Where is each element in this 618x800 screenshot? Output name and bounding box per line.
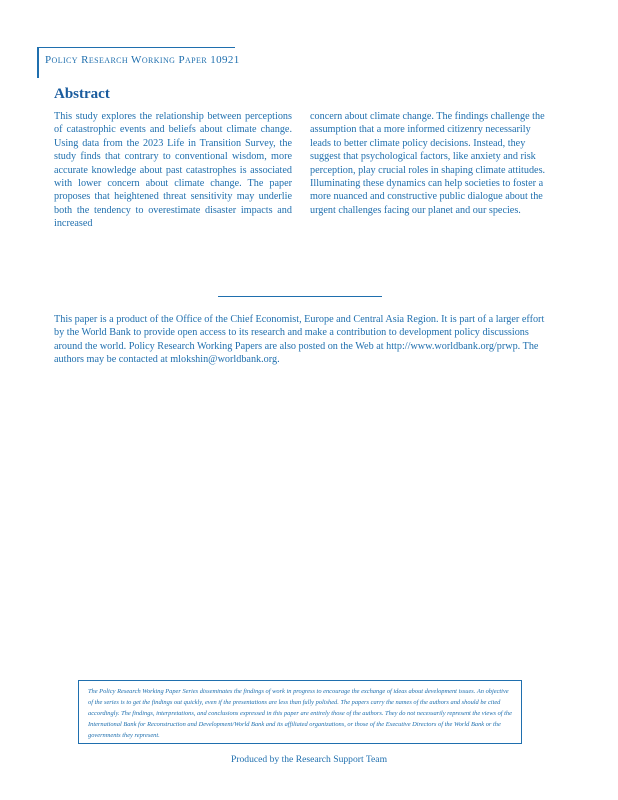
abstract-heading: Abstract — [54, 86, 110, 102]
disclaimer-box — [78, 680, 522, 744]
abstract-column-left: This study explores the relationship between perceptions of catastrophic events and beliefs about climate change. Using data from the 2023 Life in Transition Survey, the study finds that contrary to conventional wisdom, more accurate knowledge about past catastrophes is associated with lower concern about climate change. The paper proposes that heightened threat sensitivity may underlie both the tendency to overestimate disaster impacts and increased — [54, 111, 292, 230]
section-divider — [218, 296, 382, 297]
footer-credit: Produced by the Research Support Team — [230, 754, 388, 765]
series-title: Policy Research Working Paper 10921 — [45, 54, 240, 66]
disclaimer-text: The Policy Research Working Paper Series disseminates the findings of work in progress to encourage the exchange of ideas about development issues. An objective of the series is to get the findings out quickly, even if the presentations are less than fully polished. The papers carry the names of the authors and should be cited accordingly. The findings, interpretations, and conclusions expressed in this paper are entirely those of the authors. They do not necessarily represent the views of the International Bank for Reconstruction and Development/World Bank and its affiliated organizations, or those of the Executive Directors of the World Bank or the governments they represent. — [88, 688, 512, 739]
abstract-column-right: concern about climate change. The findings challenge the assumption that a more informed citizenry necessarily leads to better climate policy decisions. Instead, they suggest that psychological factors, like anxiety and risk perception, play crucial roles in shaping climate attitudes. Illuminating these dynamics can help societies to foster a more nuanced and constructive public dialogue about the urgent challenges facing our planet and our species. — [310, 111, 546, 216]
paper-info-paragraph: This paper is a product of the Office of the Chief Economist, Europe and Central Asia Region. It is part of a larger effort by the World Bank to provide open access to its research and make a contribution to development policy discussions around the world. Policy Research Working Papers are also posted on the Web at http://www.worldbank.org/prwp. The authors may be contacted at mlokshin@worldbank.org. — [54, 314, 545, 366]
series-header — [37, 47, 240, 78]
